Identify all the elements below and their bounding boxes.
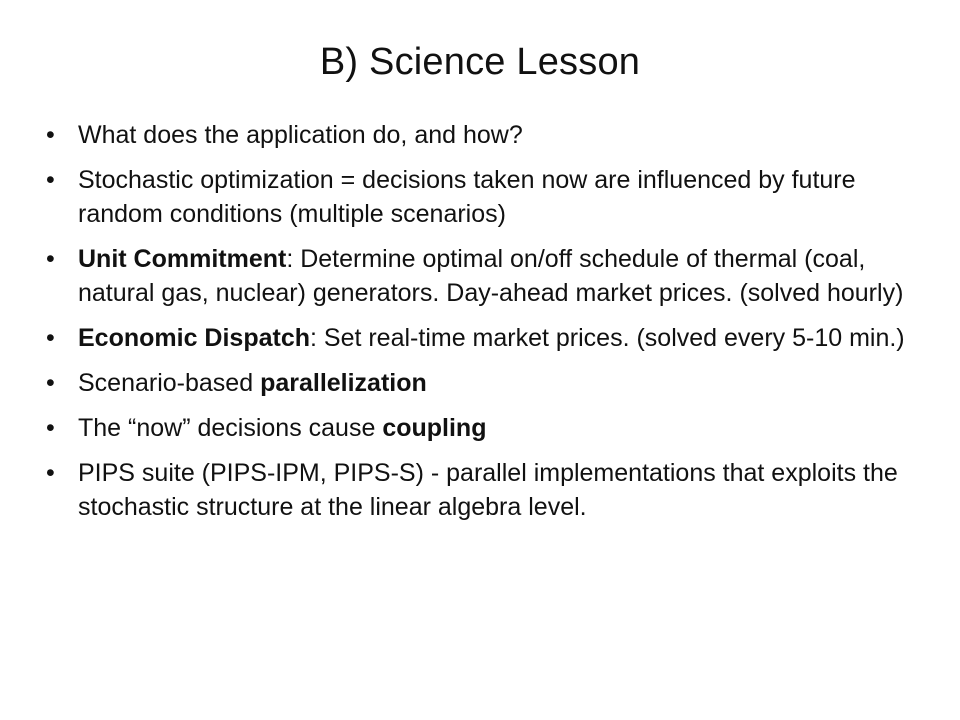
bullet-bold-term: coupling — [382, 414, 487, 442]
bullet-text: What does the application do, and how? — [78, 121, 523, 149]
bullet-text: The “now” decisions cause — [78, 414, 383, 442]
bullet-icon: • — [46, 121, 55, 149]
bullet-text: PIPS suite (PIPS-IPM, PIPS-S) - parallel implementations that exploits the stochastic structure at the linear algebra level. — [78, 459, 898, 521]
bullet-item — [46, 163, 916, 231]
bullet-text: Scenario-based — [78, 369, 261, 397]
bullet-icon: • — [46, 414, 55, 442]
bullet-text: : Determine optimal on/off schedule of thermal (coal, natural gas, nuclear) generators. Day-ahead market prices. (solved hourly) — [78, 245, 904, 307]
bullet-bold-term: Unit Commitment — [78, 245, 287, 273]
bullet-item — [46, 118, 916, 152]
bullet-item — [46, 366, 916, 400]
bullet-text: Stochastic optimization = decisions taken now are influenced by future random conditions (multiple scenarios) — [78, 166, 856, 228]
bullet-icon: • — [46, 324, 55, 352]
slide-title: B) Science Lesson — [319, 41, 641, 83]
bullet-bold-term: parallelization — [260, 369, 427, 397]
bullet-item — [46, 411, 916, 445]
bullet-item — [46, 321, 916, 355]
bullet-icon: • — [46, 459, 55, 487]
bullet-bold-term: Economic Dispatch — [78, 324, 310, 352]
bullet-item — [46, 456, 916, 524]
bullet-list — [46, 118, 916, 535]
bullet-icon: • — [46, 166, 55, 194]
bullet-item — [46, 242, 916, 310]
bullet-icon: • — [46, 245, 55, 273]
bullet-text: : Set real-time market prices. (solved every 5-10 min.) — [310, 324, 905, 352]
bullet-icon: • — [46, 369, 55, 397]
